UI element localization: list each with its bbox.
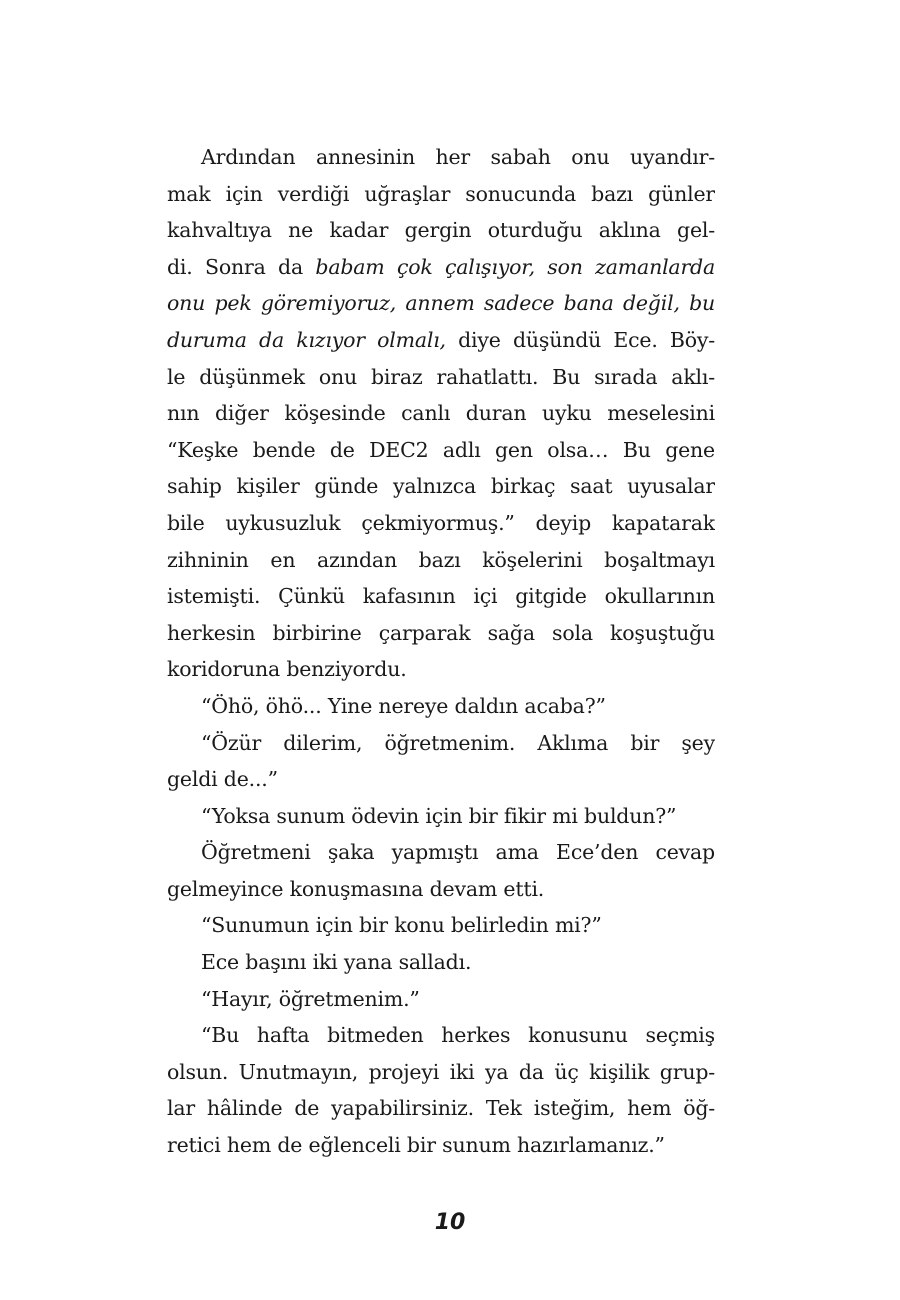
text-line: istemişti. Çünkü kafasının içi gitgide okullarının bbox=[167, 584, 715, 609]
text-line: zihninin en azından bazı köşelerini boşaltmayı bbox=[167, 547, 715, 572]
text-line: retici hem de eğlenceli bir sunum hazırlamanız.” bbox=[167, 1133, 665, 1158]
text-line: nın diğer köşesinde canlı duran uyku meselesini bbox=[167, 401, 715, 426]
text-line: mak için verdiği uğraşlar sonucunda bazı günler bbox=[167, 181, 715, 206]
text-line: sahip kişiler günde yalnızca birkaç saat uyusalar bbox=[167, 474, 715, 499]
text-line bbox=[167, 249, 715, 286]
italic-thought: onu pek göremiyoruz, annem sadece bana değil, bu bbox=[167, 291, 715, 316]
dialogue-line: “Özür dilerim, öğretmenim. Aklıma bir şey bbox=[201, 730, 715, 755]
text-line: koridoruna benziyordu. bbox=[167, 657, 407, 682]
dialogue-line: “Bu hafta bitmeden herkes konusunu seçmiş bbox=[201, 1023, 715, 1048]
italic-thought: duruma da kızıyor olmalı, bbox=[167, 327, 446, 352]
text-line: Öğretmeni şaka yapmıştı ama Ece’den cevap bbox=[201, 840, 715, 865]
dialogue-line: “Yoksa sunum ödevin için bir fikir mi buldun?” bbox=[201, 803, 677, 828]
text-line: gelmeyince konuşmasına devam etti. bbox=[167, 876, 545, 901]
dialogue-line: “Öhö, öhö... Yine nereye daldın acaba?” bbox=[201, 693, 606, 718]
text-line: “Keşke bende de DEC2 adlı gen olsa… Bu gene bbox=[167, 437, 715, 462]
text-line bbox=[167, 322, 715, 359]
italic-thought: babam çok çalışıyor, son zamanlarda bbox=[315, 254, 715, 279]
text-line bbox=[167, 285, 715, 322]
text-line: olsun. Unutmayın, projeyi iki ya da üç kişilik grup- bbox=[167, 1059, 715, 1084]
text-line: le düşünmek onu biraz rahatlattı. Bu sırada aklı- bbox=[167, 364, 715, 389]
text-line: Ece başını iki yana salladı. bbox=[201, 950, 472, 975]
text-line: Ardından annesinin her sabah onu uyandır- bbox=[201, 145, 715, 169]
page-number: 10 bbox=[434, 1210, 466, 1235]
text-segment: diye düşündü Ece. Böy- bbox=[445, 327, 715, 352]
text-line: lar hâlinde de yapabilirsiniz. Tek isteğim, hem öğ- bbox=[167, 1096, 715, 1121]
text-line: geldi de...” bbox=[167, 767, 278, 792]
body-text bbox=[167, 139, 715, 1164]
dialogue-line: “Sunumun için bir konu belirledin mi?” bbox=[201, 913, 602, 938]
text-line: kahvaltıya ne kadar gergin oturduğu aklına gel- bbox=[167, 218, 715, 243]
dialogue-line: “Hayır, öğretmenim.” bbox=[201, 986, 420, 1011]
text-line: herkesin birbirine çarparak sağa sola koşuştuğu bbox=[167, 620, 715, 645]
text-line: bile uykusuzluk çekmiyormuş.” deyip kapatarak bbox=[167, 510, 715, 535]
text-segment: di. Sonra da bbox=[167, 254, 316, 279]
